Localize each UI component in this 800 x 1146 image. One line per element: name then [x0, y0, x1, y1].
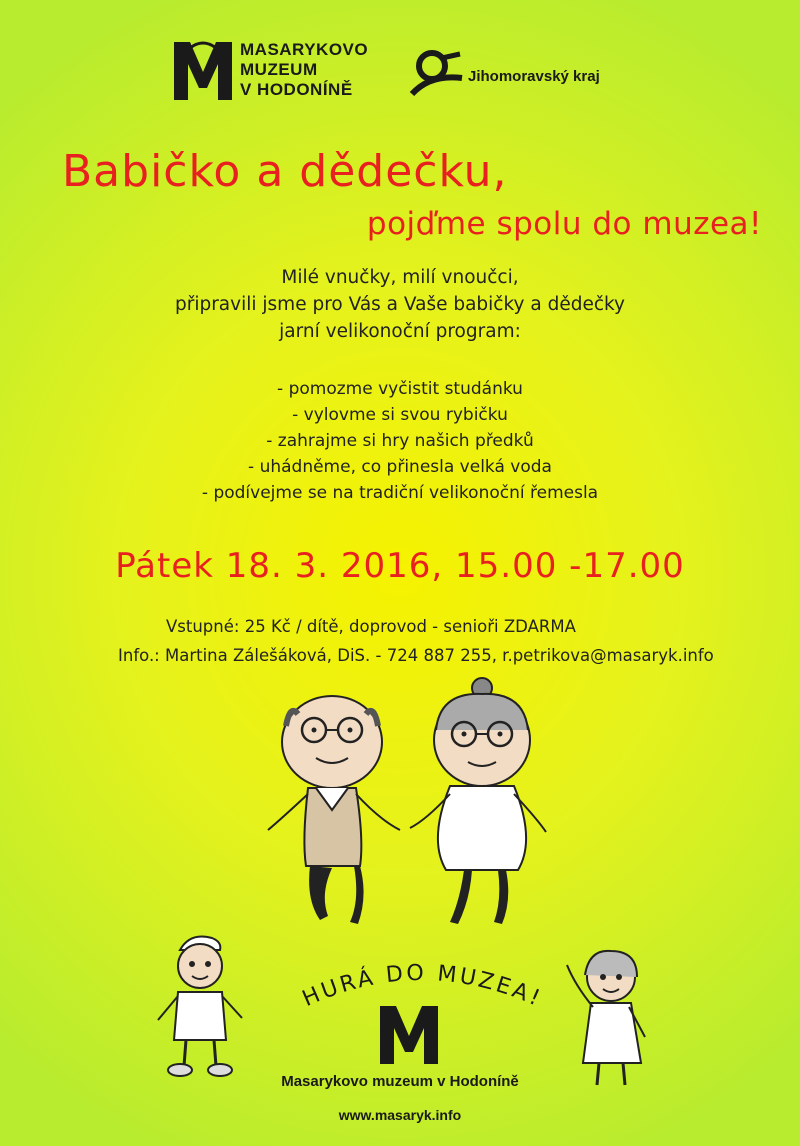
program-item: - uhádněme, co přinesla velká voda	[248, 457, 552, 477]
museum-logo-line-3: V HODONÍNĚ	[240, 80, 353, 99]
intro-line: Milé vnučky, milí vnoučci,	[281, 267, 519, 288]
boy-illustration	[150, 930, 250, 1080]
region-name: Jihomoravský kraj	[468, 68, 600, 85]
museum-logo-icon	[378, 1004, 440, 1066]
grandfather-illustration	[268, 696, 400, 924]
jihomoravsky-kraj-logo-icon	[408, 48, 466, 98]
contact-info: Info.: Martina Zálešáková, DiS. - 724 887 255, r.petrikova@masaryk.info	[118, 646, 714, 665]
program-list	[0, 376, 800, 506]
museum-name: Masarykovo muzeum v Hodoníně	[281, 1073, 519, 1090]
museum-logo-text	[240, 40, 368, 100]
program-item: - pomozme vyčistit studánku	[277, 379, 523, 399]
program-item: - vylovme si svou rybičku	[292, 405, 508, 425]
program-item: - podívejme se na tradiční velikonoční řemesla	[201, 483, 599, 503]
admission-info: Vstupné: 25 Kč / dítě, doprovod - senioři ZDARMA	[166, 617, 576, 636]
intro-line: jarní velikonoční program:	[279, 321, 521, 342]
website-link[interactable]: www.masaryk.info	[338, 1107, 462, 1123]
grandparents-illustration	[250, 670, 570, 950]
page-subtitle: pojďme spolu do muzea!	[366, 206, 762, 242]
program-item: - zahrajme si hry našich předků	[266, 431, 534, 451]
page-title: Babičko a dědečku,	[62, 146, 508, 197]
museum-logo-line-1: MASARYKOVO	[240, 40, 369, 59]
museum-logo-line-2: MUZEUM	[240, 60, 318, 79]
intro-line: připravili jsme pro Vás a Vaše babičky a dědečky	[174, 294, 626, 315]
intro-text	[0, 264, 800, 345]
slogan-text: HURÁ DO MUZEA!	[298, 960, 547, 1013]
museum-logo-icon	[172, 40, 234, 102]
grandmother-illustration	[410, 678, 546, 924]
event-date: Pátek 18. 3. 2016, 15.00 -17.00	[115, 546, 685, 586]
